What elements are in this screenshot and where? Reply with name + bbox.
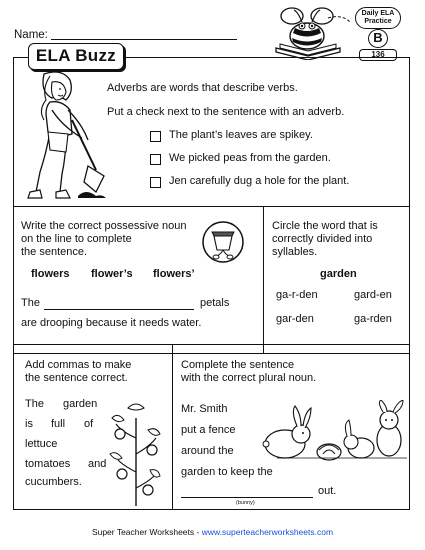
syllable-option[interactable]: gard-en [354, 289, 392, 301]
possessive-instruction: Write the correct possessive noun [21, 220, 187, 232]
girl-digging-icon [22, 70, 106, 204]
comma-instruction: the sentence correct. [25, 372, 128, 384]
adverb-instruction: Put a check next to the sentence with an adverb. [107, 106, 345, 118]
name-label: Name: [14, 29, 48, 41]
footer-link[interactable]: www.superteacherworksheets.com [201, 527, 334, 537]
bee-on-book-icon [262, 4, 354, 60]
syllable-instruction: correctly divided into [272, 233, 373, 245]
possessive-sentence-end: petals [200, 297, 230, 309]
plural-instruction: with the correct plural noun. [181, 372, 317, 384]
bunnies-icon [257, 400, 409, 466]
possessive-choice: flowers’ [153, 268, 195, 280]
possessive-instruction: the sentence. [21, 246, 88, 258]
comma-word: is [25, 418, 33, 430]
plural-answer-line[interactable] [181, 497, 313, 498]
plural-sentence-line: put a fence [181, 424, 236, 436]
ela-buzz-logo [28, 43, 124, 70]
plural-hint: (bunny) [236, 500, 255, 506]
syllable-option[interactable]: gar-den [276, 313, 314, 325]
badge-subtitle: Practice [364, 18, 392, 25]
adverb-option-label: The plant’s leaves are spikey. [169, 129, 313, 141]
possessive-choice: flowers [31, 268, 70, 280]
tomato-plant-icon [108, 398, 164, 508]
possessive-instruction: on the line to complete [21, 233, 132, 245]
syllable-word: garden [320, 268, 357, 280]
daily-practice-badge [353, 7, 403, 61]
syllable-option[interactable]: ga-r-den [276, 289, 318, 301]
name-field[interactable] [51, 39, 237, 40]
badge-number: 136 [371, 50, 385, 59]
flower-pot-icon [201, 220, 245, 264]
footer-site-name: Super Teacher Worksheets - [91, 527, 202, 537]
adverb-option-checkbox[interactable] [150, 177, 161, 188]
comma-word: of [84, 418, 94, 430]
possessive-sentence-start: The [21, 297, 40, 309]
comma-word: and [88, 458, 107, 470]
comma-instruction: Add commas to make [25, 359, 132, 371]
logo-text: ELA Buzz [35, 46, 117, 65]
possessive-choice: flower’s [91, 268, 133, 280]
adverb-option-checkbox[interactable] [150, 154, 161, 165]
comma-word: lettuce [25, 438, 58, 450]
comma-word: The [25, 398, 44, 410]
badge-title: Daily ELA [361, 10, 395, 17]
adverb-option-checkbox[interactable] [150, 131, 161, 142]
adverb-option-label: Jen carefully dug a hole for the plant. [169, 175, 350, 187]
possessive-sentence-2: are drooping because it needs water. [21, 317, 202, 329]
comma-word: garden [63, 398, 98, 410]
section-divider [263, 206, 264, 354]
syllable-option[interactable]: ga-rden [354, 313, 392, 325]
plural-sentence-line: garden to keep the [181, 466, 273, 478]
plural-instruction: Complete the sentence [181, 359, 295, 371]
comma-word: full [51, 418, 66, 430]
adverb-option-label: We picked peas from the garden. [169, 152, 331, 164]
section-divider [13, 206, 410, 207]
syllable-instruction: syllables. [272, 246, 318, 258]
plural-sentence-end: out. [318, 485, 337, 497]
section-divider [172, 344, 173, 510]
footer [0, 527, 425, 537]
badge-letter: B [373, 30, 383, 45]
possessive-answer-line[interactable] [44, 309, 194, 310]
plural-sentence-line: around the [181, 445, 234, 457]
syllable-instruction: Circle the word that is [272, 220, 378, 232]
plural-sentence-line: Mr. Smith [181, 403, 228, 415]
adverb-definition: Adverbs are words that describe verbs. [107, 82, 298, 94]
comma-word: cucumbers. [25, 476, 82, 488]
comma-word: tomatoes [25, 458, 71, 470]
